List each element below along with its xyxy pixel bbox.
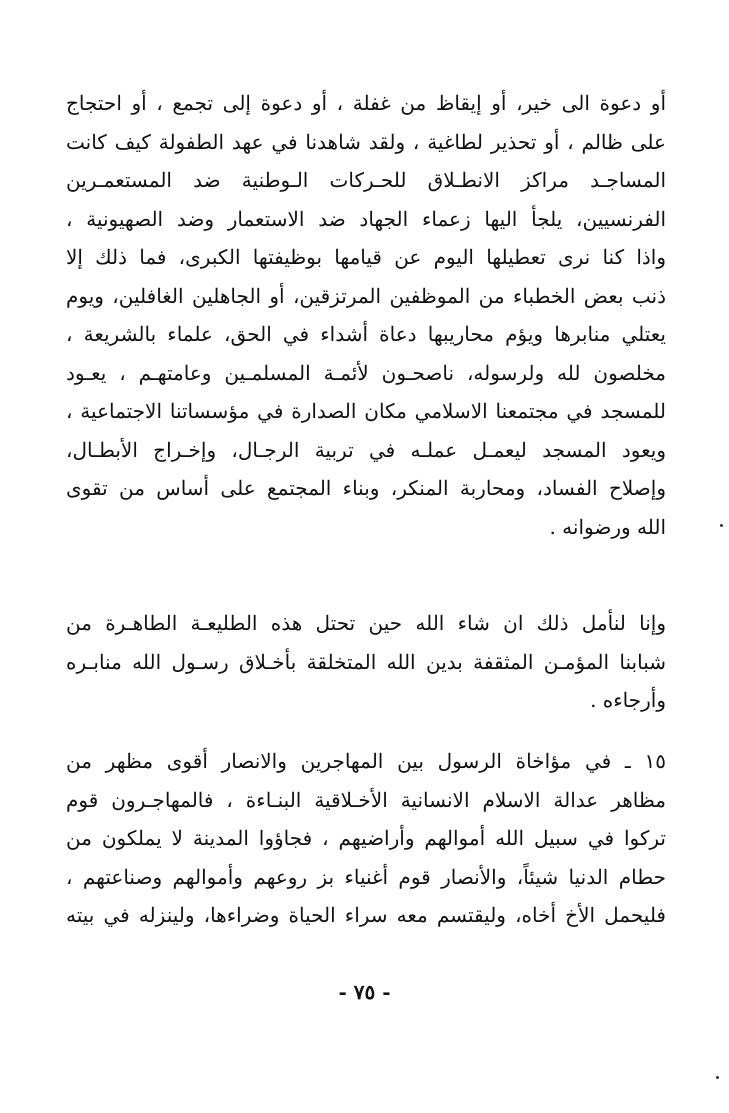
- text-line: الله ورضوانه .: [549, 514, 666, 539]
- paragraph-mosques: [66, 84, 666, 546]
- text-line: ويعود المسجد ليعمـل عملـه في تربية الرجـال، وإخـراج الأبطـال،: [66, 437, 666, 462]
- text-line: مظاهر عدالة الاسلام الانسانية الأخـلاقية البنـاءة ، فالمهاجـرون قوم: [66, 787, 666, 812]
- scan-speck: [716, 1076, 719, 1079]
- text-line: حطام الدنيا شيئاً، والأنصار قوم أغنياء بز روعهم وأموالهم وصناعتهم ،: [66, 864, 666, 889]
- text-line: على ظالم ، أو تحذير لطاغية ، ولقد شاهدنا في عهد الطفولة كيف كانت: [66, 129, 666, 154]
- text-line: أو دعوة الى خير، أو إيقاظ من غفلة ، أو دعوة إلى تجمع ، أو احتجاج: [66, 91, 666, 115]
- text-line: مخلصون لله ولرسوله، ناصحـون لأئمـة المسلمـين وعامتهـم ، يعـود: [66, 360, 666, 385]
- text-line: فليحمل الأخ أخاه، وليقتسم معه سراء الحياة وضراءها، ولينزله في بيته: [66, 903, 666, 927]
- scan-speck: [720, 524, 723, 527]
- text-line: الفرنسيين، يلجأ اليها زعماء الجهاد ضد الاستعمار وضد الصهيونية ،: [66, 206, 666, 231]
- paragraph-brotherhood: [66, 742, 666, 935]
- paragraph-hope: [66, 604, 666, 720]
- text-line: ذنب بعض الخطباء من الموظفين المرتزقين، أو الجاهلين الغافلين، ويوم: [66, 283, 666, 308]
- text-line: تركوا في سبيل الله أموالهم وأراضيهم ، فجاؤوا المدينة لا يملكون من: [66, 826, 666, 850]
- text-line: المساجـد مراكز الانطـلاق للحـركات الـوطنية ضد المستعمـرين: [66, 168, 666, 192]
- text-line: وإصلاح الفساد، ومحاربة المنكر، وبناء المجتمع على أساس من تقوى: [66, 476, 666, 500]
- text-line: وإنا لنأمل ذلك ان شاء الله حين تحتل هذه الطليعـة الطاهـرة من: [66, 611, 666, 635]
- page-number: - ٧٥ -: [338, 980, 391, 1004]
- text-line: يعتلي منابرها ويؤم محاريبها دعاة أشداء في الحق، علماء بالشريعة ،: [66, 322, 666, 346]
- text-line: للمسجد في مجتمعنا الاسلامي مكان الصدارة في مؤسساتنا الاجتماعية ،: [66, 399, 666, 423]
- text-line: وأرجاءه .: [590, 688, 666, 712]
- text-line: واذا كنا نرى تعطيلها اليوم عن قيامها بوظيفتها الكبرى، فما ذلك إلا: [66, 245, 666, 269]
- text-line: شبابنا المؤمـن المثقفة بدين الله المتخلقة بأخـلاق رسـول الله منابـره: [66, 649, 666, 674]
- text-line: ١٥ ـ في مؤاخاة الرسول بين المهاجرين والانصار أقوى مظهر من: [66, 749, 666, 773]
